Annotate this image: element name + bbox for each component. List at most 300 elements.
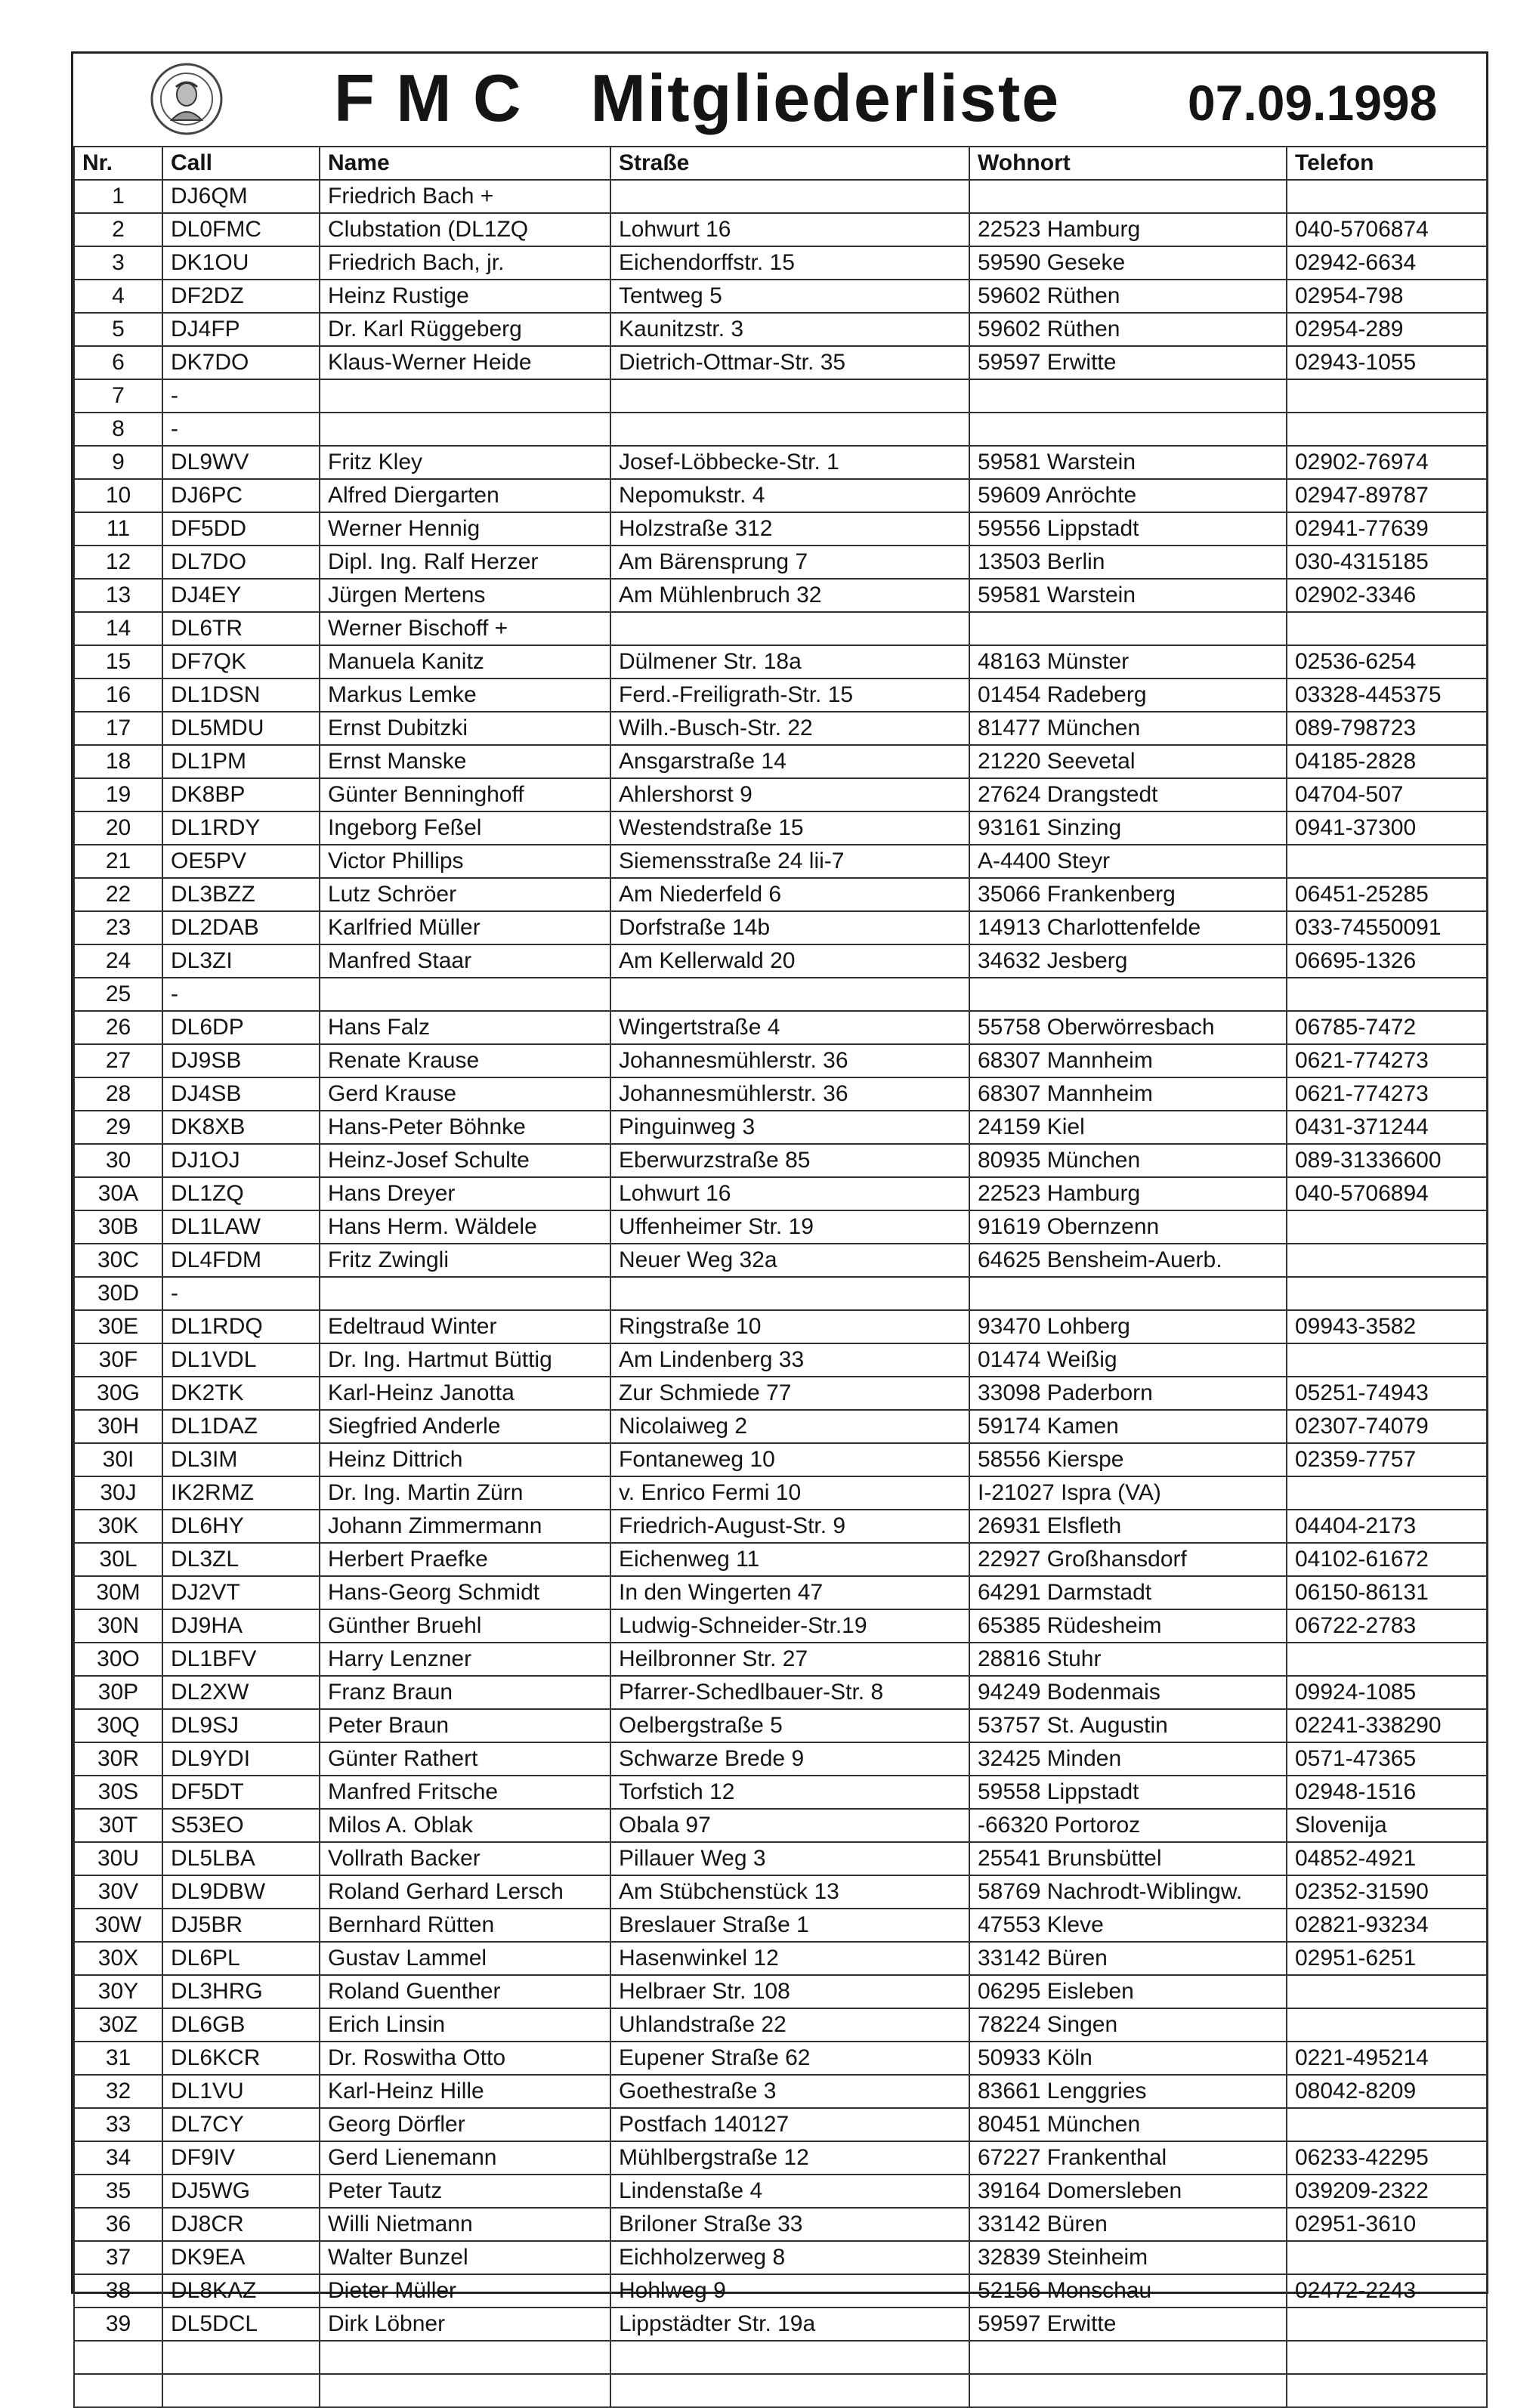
cell-phone: 03328-445375 bbox=[1287, 679, 1487, 712]
cell-city: 80451 München bbox=[969, 2108, 1287, 2141]
club-seal-icon bbox=[149, 61, 224, 137]
cell-nr: 6 bbox=[74, 346, 162, 379]
table-row bbox=[74, 778, 1487, 811]
cell-phone: 04404-2173 bbox=[1287, 1510, 1487, 1543]
cell-name: Ingeborg Feßel bbox=[320, 811, 610, 845]
cell-city: 65385 Rüdesheim bbox=[969, 1609, 1287, 1643]
list-date: 07.09.1998 bbox=[1188, 75, 1438, 131]
cell-name: Gerd Lienemann bbox=[320, 2141, 610, 2175]
title-list: Mitgliederliste bbox=[590, 60, 1061, 135]
cell-nr: 26 bbox=[74, 1011, 162, 1044]
table-row bbox=[74, 2341, 1487, 2374]
cell-call: DF2DZ bbox=[162, 280, 320, 313]
cell-call: DJ1OJ bbox=[162, 1144, 320, 1177]
cell-street: Eichholzerweg 8 bbox=[610, 2241, 969, 2274]
cell-call: DL3ZI bbox=[162, 944, 320, 978]
cell-call: DJ5WG bbox=[162, 2175, 320, 2208]
cell-city: 32425 Minden bbox=[969, 1742, 1287, 1776]
cell-call: DL3ZL bbox=[162, 1543, 320, 1576]
cell-name bbox=[320, 2374, 610, 2407]
cell-phone bbox=[1287, 2374, 1487, 2407]
cell-name: Markus Lemke bbox=[320, 679, 610, 712]
cell-phone bbox=[1287, 2108, 1487, 2141]
column-header-phone: Telefon bbox=[1287, 147, 1487, 180]
cell-phone: 0431-371244 bbox=[1287, 1111, 1487, 1144]
cell-name: Peter Tautz bbox=[320, 2175, 610, 2208]
cell-phone: 02307-74079 bbox=[1287, 1410, 1487, 1443]
cell-name: Karlfried Müller bbox=[320, 911, 610, 944]
cell-city: 59581 Warstein bbox=[969, 579, 1287, 612]
cell-street bbox=[610, 413, 969, 446]
cell-name: Dr. Karl Rüggeberg bbox=[320, 313, 610, 346]
list-header bbox=[73, 54, 1486, 146]
cell-name: Ernst Dubitzki bbox=[320, 712, 610, 745]
cell-nr: 30S bbox=[74, 1776, 162, 1809]
cell-phone bbox=[1287, 1343, 1487, 1377]
cell-nr: 19 bbox=[74, 778, 162, 811]
table-row bbox=[74, 811, 1487, 845]
cell-name: Gustav Lammel bbox=[320, 1942, 610, 1975]
table-body bbox=[74, 180, 1487, 2407]
cell-name: Dr. Ing. Hartmut Büttig bbox=[320, 1343, 610, 1377]
cell-call: - bbox=[162, 978, 320, 1011]
member-list-sheet bbox=[71, 51, 1488, 2336]
cell-street bbox=[610, 1277, 969, 1310]
cell-nr: 11 bbox=[74, 512, 162, 546]
cell-nr: 24 bbox=[74, 944, 162, 978]
cell-street: Breslauer Straße 1 bbox=[610, 1909, 969, 1942]
cell-name: Vollrath Backer bbox=[320, 1842, 610, 1875]
cell-street bbox=[610, 2374, 969, 2407]
table-row bbox=[74, 1709, 1487, 1742]
cell-call: DL6TR bbox=[162, 612, 320, 645]
table-row bbox=[74, 213, 1487, 246]
cell-name: Manfred Fritsche bbox=[320, 1776, 610, 1809]
cell-street bbox=[610, 379, 969, 413]
cell-city: 55758 Oberwörresbach bbox=[969, 1011, 1287, 1044]
cell-nr bbox=[74, 2374, 162, 2407]
table-row bbox=[74, 1609, 1487, 1643]
cell-call: DF5DT bbox=[162, 1776, 320, 1809]
cell-street bbox=[610, 180, 969, 213]
cell-nr: 10 bbox=[74, 479, 162, 512]
cell-call: DK1OU bbox=[162, 246, 320, 280]
cell-street: Am Niederfeld 6 bbox=[610, 878, 969, 911]
cell-city: 50933 Köln bbox=[969, 2042, 1287, 2075]
cell-nr: 30P bbox=[74, 1676, 162, 1709]
cell-call: DL1ZQ bbox=[162, 1177, 320, 1210]
table-row bbox=[74, 1809, 1487, 1842]
cell-city: 32839 Steinheim bbox=[969, 2241, 1287, 2274]
cell-phone: 06695-1326 bbox=[1287, 944, 1487, 978]
cell-city: 01454 Radeberg bbox=[969, 679, 1287, 712]
cell-city: 06295 Eisleben bbox=[969, 1975, 1287, 2008]
cell-street: Am Mühlenbruch 32 bbox=[610, 579, 969, 612]
cell-street: Johannesmühlerstr. 36 bbox=[610, 1044, 969, 1077]
cell-nr: 30Y bbox=[74, 1975, 162, 2008]
cell-nr: 30U bbox=[74, 1842, 162, 1875]
cell-nr: 12 bbox=[74, 546, 162, 579]
cell-city: 58769 Nachrodt-Wiblingw. bbox=[969, 1875, 1287, 1909]
cell-call: DL8KAZ bbox=[162, 2274, 320, 2308]
cell-name: Dr. Ing. Martin Zürn bbox=[320, 1476, 610, 1510]
table-row bbox=[74, 978, 1487, 1011]
cell-nr: 31 bbox=[74, 2042, 162, 2075]
cell-city: 83661 Lenggries bbox=[969, 2075, 1287, 2108]
cell-city: 64625 Bensheim-Auerb. bbox=[969, 1244, 1287, 1277]
cell-name bbox=[320, 1277, 610, 1310]
cell-name bbox=[320, 379, 610, 413]
cell-name: Jürgen Mertens bbox=[320, 579, 610, 612]
cell-phone: 0941-37300 bbox=[1287, 811, 1487, 845]
cell-call: DL0FMC bbox=[162, 213, 320, 246]
cell-name: Hans Herm. Wäldele bbox=[320, 1210, 610, 1244]
cell-call: DL1DSN bbox=[162, 679, 320, 712]
cell-city bbox=[969, 2341, 1287, 2374]
cell-street: Dorfstraße 14b bbox=[610, 911, 969, 944]
cell-call: DF7QK bbox=[162, 645, 320, 679]
cell-call: DK8XB bbox=[162, 1111, 320, 1144]
cell-name: Werner Hennig bbox=[320, 512, 610, 546]
cell-street: Ferd.-Freiligrath-Str. 15 bbox=[610, 679, 969, 712]
cell-city: 59602 Rüthen bbox=[969, 313, 1287, 346]
table-row bbox=[74, 944, 1487, 978]
cell-nr: 30I bbox=[74, 1443, 162, 1476]
cell-street: Ahlershorst 9 bbox=[610, 778, 969, 811]
cell-street: Pillauer Weg 3 bbox=[610, 1842, 969, 1875]
cell-name: Friedrich Bach, jr. bbox=[320, 246, 610, 280]
cell-nr: 25 bbox=[74, 978, 162, 1011]
cell-nr: 5 bbox=[74, 313, 162, 346]
table-row bbox=[74, 180, 1487, 213]
cell-nr: 30K bbox=[74, 1510, 162, 1543]
table-row bbox=[74, 712, 1487, 745]
cell-name: Willi Nietmann bbox=[320, 2208, 610, 2241]
table-row bbox=[74, 845, 1487, 878]
cell-street: Hasenwinkel 12 bbox=[610, 1942, 969, 1975]
cell-city bbox=[969, 978, 1287, 1011]
table-row bbox=[74, 2141, 1487, 2175]
cell-name: Dirk Löbner bbox=[320, 2308, 610, 2341]
cell-nr: 20 bbox=[74, 811, 162, 845]
cell-street: Johannesmühlerstr. 36 bbox=[610, 1077, 969, 1111]
cell-name: Siegfried Anderle bbox=[320, 1410, 610, 1443]
cell-street: Am Bärensprung 7 bbox=[610, 546, 969, 579]
cell-phone: 02472-2243 bbox=[1287, 2274, 1487, 2308]
cell-street: Neuer Weg 32a bbox=[610, 1244, 969, 1277]
cell-street: Lindenstaße 4 bbox=[610, 2175, 969, 2208]
cell-name: Hans-Peter Böhnke bbox=[320, 1111, 610, 1144]
cell-phone: 039209-2322 bbox=[1287, 2175, 1487, 2208]
cell-city: 33142 Büren bbox=[969, 1942, 1287, 1975]
cell-name: Franz Braun bbox=[320, 1676, 610, 1709]
cell-call: DL3BZZ bbox=[162, 878, 320, 911]
cell-name: Manfred Staar bbox=[320, 944, 610, 978]
cell-street: Schwarze Brede 9 bbox=[610, 1742, 969, 1776]
cell-call: DL9DBW bbox=[162, 1875, 320, 1909]
cell-nr: 28 bbox=[74, 1077, 162, 1111]
table-row bbox=[74, 1044, 1487, 1077]
cell-nr: 4 bbox=[74, 280, 162, 313]
table-row bbox=[74, 246, 1487, 280]
table-row bbox=[74, 1277, 1487, 1310]
table-row bbox=[74, 546, 1487, 579]
cell-nr: 22 bbox=[74, 878, 162, 911]
cell-nr: 37 bbox=[74, 2241, 162, 2274]
cell-phone: 02902-76974 bbox=[1287, 446, 1487, 479]
page-title bbox=[334, 57, 1060, 140]
table-row bbox=[74, 2374, 1487, 2407]
cell-city: 33098 Paderborn bbox=[969, 1377, 1287, 1410]
cell-nr: 39 bbox=[74, 2308, 162, 2341]
cell-city: 59597 Erwitte bbox=[969, 346, 1287, 379]
table-row bbox=[74, 2108, 1487, 2141]
cell-phone: 089-31336600 bbox=[1287, 1144, 1487, 1177]
cell-call: DK9EA bbox=[162, 2241, 320, 2274]
cell-call: DF9IV bbox=[162, 2141, 320, 2175]
cell-nr: 7 bbox=[74, 379, 162, 413]
cell-call: DJ8CR bbox=[162, 2208, 320, 2241]
table-row bbox=[74, 2208, 1487, 2241]
cell-call: DJ9HA bbox=[162, 1609, 320, 1643]
cell-phone: 0221-495214 bbox=[1287, 2042, 1487, 2075]
cell-call: DJ2VT bbox=[162, 1576, 320, 1609]
cell-name: Milos A. Oblak bbox=[320, 1809, 610, 1842]
cell-nr: 30O bbox=[74, 1643, 162, 1676]
cell-street: Lohwurt 16 bbox=[610, 213, 969, 246]
cell-phone: 06233-42295 bbox=[1287, 2141, 1487, 2175]
cell-name: Günter Rathert bbox=[320, 1742, 610, 1776]
cell-name: Victor Phillips bbox=[320, 845, 610, 878]
cell-phone: 05251-74943 bbox=[1287, 1377, 1487, 1410]
cell-nr: 30R bbox=[74, 1742, 162, 1776]
cell-street: Zur Schmiede 77 bbox=[610, 1377, 969, 1410]
cell-nr: 30A bbox=[74, 1177, 162, 1210]
cell-street: Ansgarstraße 14 bbox=[610, 745, 969, 778]
table-row bbox=[74, 679, 1487, 712]
cell-call: DJ6QM bbox=[162, 180, 320, 213]
cell-city: 01474 Weißig bbox=[969, 1343, 1287, 1377]
cell-phone: 040-5706894 bbox=[1287, 1177, 1487, 1210]
cell-name: Günther Bruehl bbox=[320, 1609, 610, 1643]
cell-street: Dietrich-Ottmar-Str. 35 bbox=[610, 346, 969, 379]
cell-name: Manuela Kanitz bbox=[320, 645, 610, 679]
cell-call: DJ5BR bbox=[162, 1909, 320, 1942]
cell-city: 68307 Mannheim bbox=[969, 1077, 1287, 1111]
cell-phone: 030-4315185 bbox=[1287, 546, 1487, 579]
cell-city: 59602 Rüthen bbox=[969, 280, 1287, 313]
cell-name: Hans Falz bbox=[320, 1011, 610, 1044]
cell-nr: 30M bbox=[74, 1576, 162, 1609]
cell-city: 80935 München bbox=[969, 1144, 1287, 1177]
cell-phone bbox=[1287, 413, 1487, 446]
cell-phone: 08042-8209 bbox=[1287, 2075, 1487, 2108]
cell-nr: 27 bbox=[74, 1044, 162, 1077]
cell-city: 39164 Domersleben bbox=[969, 2175, 1287, 2208]
cell-name bbox=[320, 2341, 610, 2374]
cell-phone: 04704-507 bbox=[1287, 778, 1487, 811]
cell-city: 59558 Lippstadt bbox=[969, 1776, 1287, 1809]
cell-call: DL6GB bbox=[162, 2008, 320, 2042]
cell-phone: 02943-1055 bbox=[1287, 346, 1487, 379]
cell-phone bbox=[1287, 1476, 1487, 1510]
table-row bbox=[74, 1443, 1487, 1476]
column-header-city: Wohnort bbox=[969, 147, 1287, 180]
cell-street bbox=[610, 2341, 969, 2374]
cell-call: DL3IM bbox=[162, 1443, 320, 1476]
cell-street: Nepomukstr. 4 bbox=[610, 479, 969, 512]
cell-city bbox=[969, 1277, 1287, 1310]
table-row bbox=[74, 745, 1487, 778]
cell-city: 91619 Obernzenn bbox=[969, 1210, 1287, 1244]
cell-phone: 09924-1085 bbox=[1287, 1676, 1487, 1709]
cell-city: 81477 München bbox=[969, 712, 1287, 745]
cell-phone: 02942-6634 bbox=[1287, 246, 1487, 280]
cell-phone: 02359-7757 bbox=[1287, 1443, 1487, 1476]
cell-phone bbox=[1287, 2341, 1487, 2374]
table-row bbox=[74, 1875, 1487, 1909]
cell-call: DK2TK bbox=[162, 1377, 320, 1410]
cell-name: Edeltraud Winter bbox=[320, 1310, 610, 1343]
cell-city: 26931 Elsfleth bbox=[969, 1510, 1287, 1543]
cell-street: Pfarrer-Schedlbauer-Str. 8 bbox=[610, 1676, 969, 1709]
cell-nr: 33 bbox=[74, 2108, 162, 2141]
cell-phone: 02947-89787 bbox=[1287, 479, 1487, 512]
table-row bbox=[74, 446, 1487, 479]
table-row bbox=[74, 645, 1487, 679]
cell-call: - bbox=[162, 379, 320, 413]
cell-phone: 06785-7472 bbox=[1287, 1011, 1487, 1044]
cell-phone bbox=[1287, 2308, 1487, 2341]
cell-name: Harry Lenzner bbox=[320, 1643, 610, 1676]
column-header-nr: Nr. bbox=[74, 147, 162, 180]
cell-street: Mühlbergstraße 12 bbox=[610, 2141, 969, 2175]
cell-name: Heinz Rustige bbox=[320, 280, 610, 313]
cell-phone: 02951-3610 bbox=[1287, 2208, 1487, 2241]
table-row bbox=[74, 280, 1487, 313]
cell-name: Clubstation (DL1ZQ bbox=[320, 213, 610, 246]
cell-nr: 36 bbox=[74, 2208, 162, 2241]
table-row bbox=[74, 2042, 1487, 2075]
table-row bbox=[74, 1343, 1487, 1377]
cell-call: DL1DAZ bbox=[162, 1410, 320, 1443]
cell-nr: 1 bbox=[74, 180, 162, 213]
cell-phone: 033-74550091 bbox=[1287, 911, 1487, 944]
cell-call: OE5PV bbox=[162, 845, 320, 878]
cell-name: Walter Bunzel bbox=[320, 2241, 610, 2274]
cell-city: 94249 Bodenmais bbox=[969, 1676, 1287, 1709]
cell-call: DL1VU bbox=[162, 2075, 320, 2108]
table-row bbox=[74, 413, 1487, 446]
cell-call: DL1LAW bbox=[162, 1210, 320, 1244]
cell-city: 52156 Monschau bbox=[969, 2274, 1287, 2308]
cell-nr: 38 bbox=[74, 2274, 162, 2308]
cell-street: Goethestraße 3 bbox=[610, 2075, 969, 2108]
cell-nr: 30 bbox=[74, 1144, 162, 1177]
cell-nr: 8 bbox=[74, 413, 162, 446]
cell-call: DJ6PC bbox=[162, 479, 320, 512]
cell-phone bbox=[1287, 2008, 1487, 2042]
cell-name bbox=[320, 978, 610, 1011]
cell-call: DL6DP bbox=[162, 1011, 320, 1044]
cell-name: Roland Gerhard Lersch bbox=[320, 1875, 610, 1909]
cell-city: 33142 Büren bbox=[969, 2208, 1287, 2241]
cell-name: Fritz Zwingli bbox=[320, 1244, 610, 1277]
cell-phone bbox=[1287, 2241, 1487, 2274]
cell-nr: 35 bbox=[74, 2175, 162, 2208]
cell-phone bbox=[1287, 978, 1487, 1011]
cell-name: Hans Dreyer bbox=[320, 1177, 610, 1210]
cell-name: Hans-Georg Schmidt bbox=[320, 1576, 610, 1609]
cell-name: Günter Benninghoff bbox=[320, 778, 610, 811]
cell-call: DL3HRG bbox=[162, 1975, 320, 2008]
cell-nr: 3 bbox=[74, 246, 162, 280]
column-header-street: Straße bbox=[610, 147, 969, 180]
cell-call: DL1RDQ bbox=[162, 1310, 320, 1343]
cell-call: DL9YDI bbox=[162, 1742, 320, 1776]
cell-street: Tentweg 5 bbox=[610, 280, 969, 313]
table-row bbox=[74, 1144, 1487, 1177]
cell-city: 14913 Charlottenfelde bbox=[969, 911, 1287, 944]
table-row bbox=[74, 1244, 1487, 1277]
cell-call: DF5DD bbox=[162, 512, 320, 546]
cell-call bbox=[162, 2341, 320, 2374]
cell-phone: 02821-93234 bbox=[1287, 1909, 1487, 1942]
title-club: F M C bbox=[334, 60, 523, 135]
cell-nr: 30J bbox=[74, 1476, 162, 1510]
cell-phone: 06451-25285 bbox=[1287, 878, 1487, 911]
cell-nr: 30Z bbox=[74, 2008, 162, 2042]
cell-call: DL4FDM bbox=[162, 1244, 320, 1277]
cell-call: DL1BFV bbox=[162, 1643, 320, 1676]
member-table bbox=[73, 146, 1488, 2408]
table-row bbox=[74, 2241, 1487, 2274]
table-row bbox=[74, 1476, 1487, 1510]
cell-street: Postfach 140127 bbox=[610, 2108, 969, 2141]
cell-name: Werner Bischoff + bbox=[320, 612, 610, 645]
table-row bbox=[74, 1210, 1487, 1244]
cell-phone bbox=[1287, 379, 1487, 413]
cell-nr: 30F bbox=[74, 1343, 162, 1377]
cell-phone: 02954-289 bbox=[1287, 313, 1487, 346]
table-row bbox=[74, 579, 1487, 612]
table-header-row bbox=[74, 147, 1487, 180]
cell-city: 59590 Geseke bbox=[969, 246, 1287, 280]
cell-nr: 30N bbox=[74, 1609, 162, 1643]
cell-name: Ernst Manske bbox=[320, 745, 610, 778]
cell-city: 47553 Kleve bbox=[969, 1909, 1287, 1942]
cell-name: Erich Linsin bbox=[320, 2008, 610, 2042]
cell-name: Heinz-Josef Schulte bbox=[320, 1144, 610, 1177]
table-row bbox=[74, 1410, 1487, 1443]
cell-city bbox=[969, 2374, 1287, 2407]
cell-phone bbox=[1287, 1975, 1487, 2008]
cell-phone: 0621-774273 bbox=[1287, 1077, 1487, 1111]
cell-call: DL1PM bbox=[162, 745, 320, 778]
table-row bbox=[74, 1942, 1487, 1975]
table-row bbox=[74, 379, 1487, 413]
cell-nr: 30Q bbox=[74, 1709, 162, 1742]
cell-street: Fontaneweg 10 bbox=[610, 1443, 969, 1476]
cell-street: Ludwig-Schneider-Str.19 bbox=[610, 1609, 969, 1643]
table-row bbox=[74, 1643, 1487, 1676]
cell-city: 22927 Großhansdorf bbox=[969, 1543, 1287, 1576]
cell-phone: 02241-338290 bbox=[1287, 1709, 1487, 1742]
cell-call: DL1VDL bbox=[162, 1343, 320, 1377]
cell-phone: 09943-3582 bbox=[1287, 1310, 1487, 1343]
cell-name: Karl-Heinz Janotta bbox=[320, 1377, 610, 1410]
table-row bbox=[74, 1177, 1487, 1210]
